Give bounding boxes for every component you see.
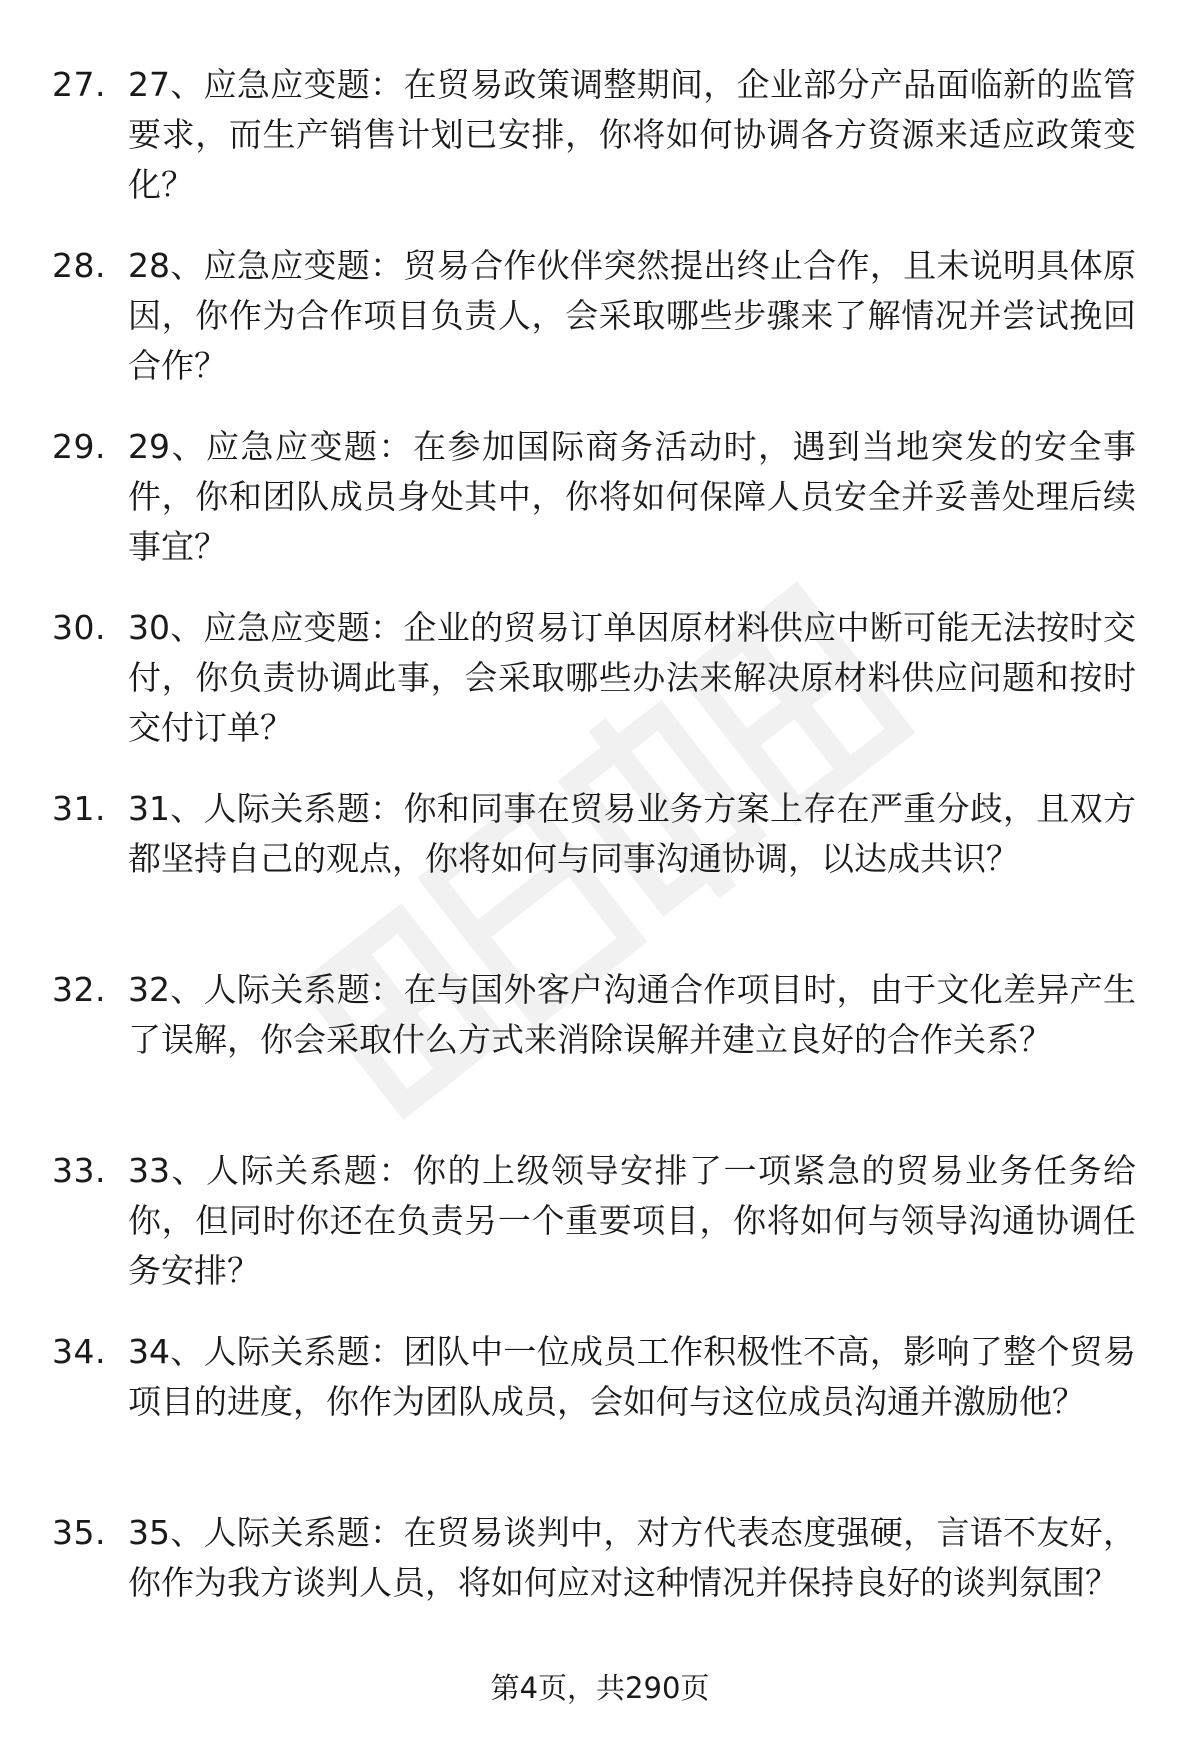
question-number: 34. — [52, 1332, 106, 1371]
page-footer: 第4页，共290页 — [490, 1671, 710, 1705]
question-text: 32、人际关系题：在与国外客户沟通合作项目时，由于文化差异产生了误解，你会采取什么方式来消除误解并建立良好的合作关系？ — [128, 970, 1136, 1059]
list-item — [52, 603, 1162, 784]
question-number: 29. — [52, 427, 106, 466]
list-item — [52, 422, 1162, 603]
list-item — [52, 1146, 1162, 1327]
question-list — [52, 60, 1162, 1689]
question-number: 32. — [52, 970, 106, 1009]
question-number: 35. — [52, 1513, 106, 1552]
question-text: 34、人际关系题：团队中一位成员工作积极性不高，影响了整个贸易项目的进度，你作为团队成员，会如何与这位成员沟通并激励他？ — [128, 1332, 1136, 1421]
question-text: 28、应急应变题：贸易合作伙伴突然提出终止合作，且未说明具体原因，你作为合作项目负责人，会采取哪些步骤来了解情况并尝试挽回合作？ — [128, 246, 1136, 385]
question-text: 27、应急应变题：在贸易政策调整期间，企业部分产品面临新的监管要求，而生产销售计划已安排，你将如何协调各方资源来适应政策变化？ — [128, 65, 1136, 204]
question-text: 31、人际关系题：你和同事在贸易业务方案上存在严重分歧，且双方都坚持自己的观点，你将如何与同事沟通协调，以达成共识？ — [128, 789, 1136, 878]
question-text: 35、人际关系题：在贸易谈判中，对方代表态度强硬，言语不友好，你作为我方谈判人员，将如何应对这种情况并保持良好的谈判氛围？ — [128, 1513, 1136, 1602]
question-text: 30、应急应变题：企业的贸易订单因原材料供应中断可能无法按时交付，你负责协调此事，会采取哪些办法来解决原材料供应问题和按时交付订单？ — [128, 608, 1136, 747]
question-number: 28. — [52, 246, 106, 285]
question-number: 33. — [52, 1151, 106, 1190]
question-number: 30. — [52, 608, 106, 647]
list-item — [52, 784, 1162, 965]
list-item — [52, 965, 1162, 1146]
question-text: 33、人际关系题：你的上级领导安排了一项紧急的贸易业务任务给你，但同时你还在负责另一个重要项目，你将如何与领导沟通协调任务安排？ — [128, 1151, 1136, 1290]
question-number: 27. — [52, 65, 106, 104]
question-text: 29、应急应变题：在参加国际商务活动时，遇到当地突发的安全事件，你和团队成员身处其中，你将如何保障人员安全并妥善处理后续事宜？ — [128, 427, 1136, 566]
list-item — [52, 1508, 1162, 1689]
list-item — [52, 1327, 1162, 1508]
list-item — [52, 60, 1162, 241]
list-item — [52, 241, 1162, 422]
question-number: 31. — [52, 789, 106, 828]
